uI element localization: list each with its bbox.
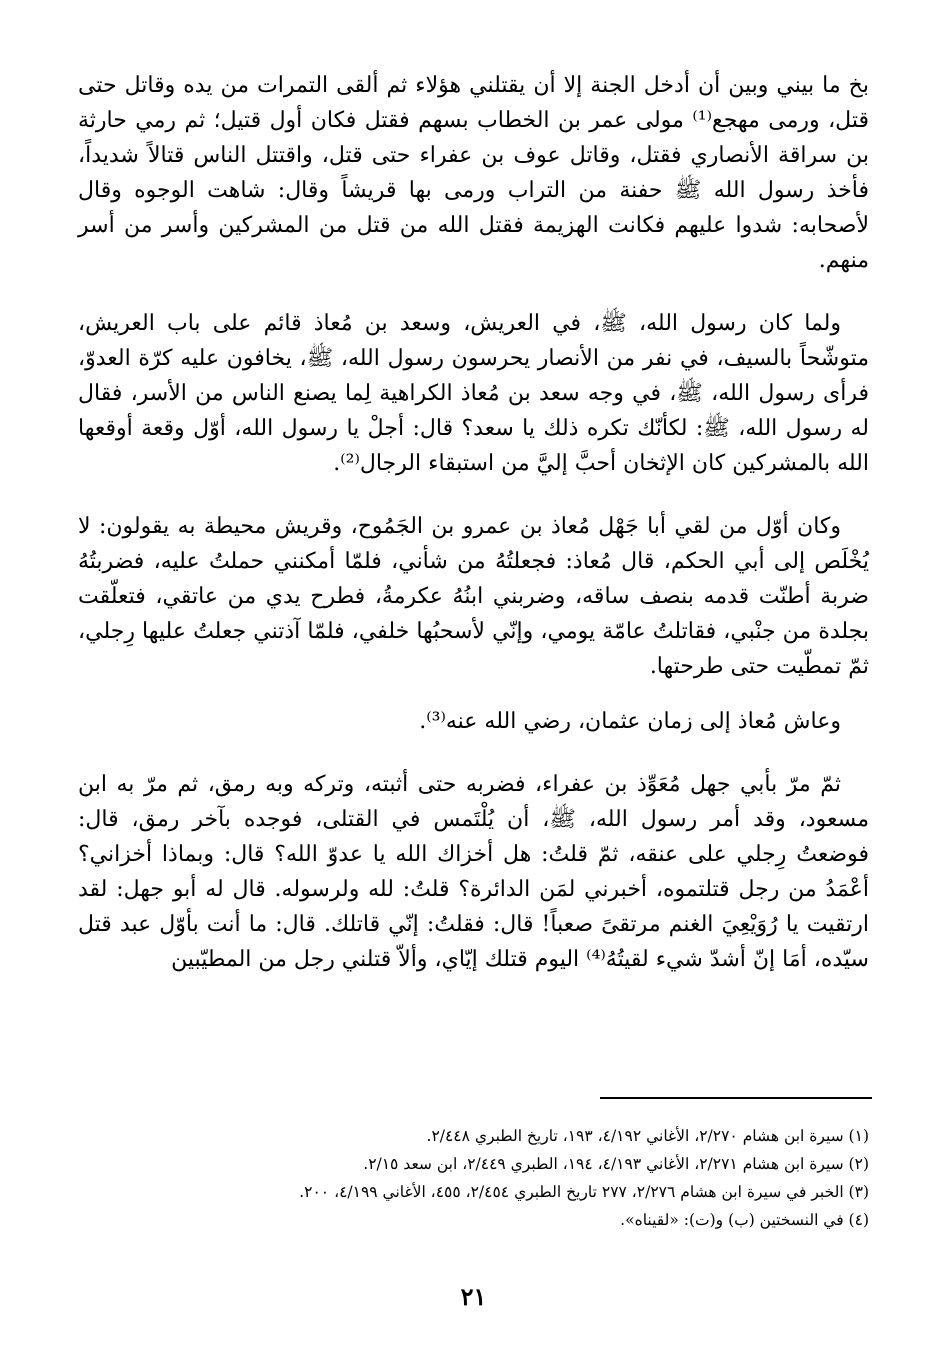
- paragraph-1: بخ ما بيني وبين أن أدخل الجنة إلا أن يقتلني هؤلاء ثم ألقى التمرات من يده وقاتل حتى قتل، ورمى مهجع⁽¹⁾ مولى عمر بن الخطاب بسهم فقتل فكان أول قتيل؛ ثم رمي حارثة بن سراقة الأنصاري فقتل، وقاتل عوف بن عفراء حتى قتل، واقتتل الناس قتالاً شديداً، فأخذ رسول الله ﷺ حفنة من التراب ورمى بها قريشاً وقال: شاهت الوجوه وقال لأصحابه: شدوا عليهم فكانت الهزيمة فقتل الله من قتل من المشركين وأسر من أسر منهم.: [78, 73, 870, 273]
- page-number: ٢١: [460, 1282, 487, 1311]
- footnote-4: (٤) في النسختين (ب) و(ت): «لقيناه».: [620, 1211, 869, 1229]
- footnote-1: (١) سيرة ابن هشام ٢/٢٧٠، الأغاني ٤/١٩٢، ١٩٣، تاريخ الطبري ٢/٤٤٨.: [426, 1127, 869, 1145]
- paragraph-2: ولما كان رسول الله، ﷺ، في العريش، وسعد بن مُعاذ قائم على باب العريش، متوشّحاً بالسيف، في نفر من الأنصار يحرسون رسول الله، ﷺ، يخافون عليه كرّة العدوّ، فرأى رسول الله، ﷺ، في وجه سعد بن مُعاذ الكراهية لِما يصنع الناس من الأسر، فقال له رسول الله، ﷺ: لكأنّك تكره ذلك يا سعد؟ قال: أجلْ يا رسول الله، أوّل وقعة أوقعها الله بالمشركين كان الإثخان أحبَّ إليَّ من استبقاء الرجال⁽²⁾.: [78, 311, 869, 476]
- footnote-2: (٢) سيرة ابن هشام ٢/٢٧١، الأغاني ٤/١٩٣، ١٩٤، الطبري ٢/٤٤٩، ابن سعد ٢/١٥.: [363, 1155, 869, 1173]
- footnote-divider: [600, 1097, 872, 1099]
- main-text: [78, 68, 869, 977]
- footnote-3: (٣) الخبر في سيرة ابن هشام ٢/٢٧٦، ٢٧٧ تاريخ الطبري ٢/٤٥٤، ٤٥٥، الأغاني ٤/١٩٩، ٢٠٠.: [299, 1183, 869, 1201]
- footnotes: [78, 1122, 869, 1234]
- paragraph-5: ثمّ مرّ بأبي جهل مُعَوِّذ بن عفراء، فضربه حتى أثبته، وتركه وبه رمق، ثم مرّ به ابن مسعود، وقد أمر رسول الله، ﷺ، أن يُلْتَمس في القتلى، فوجده بآخر رمق، قال: فوضعتُ رِجلي على عنقه، ثمّ قلتُ: هل أخزاك الله يا عدوّ الله؟ قال: وبماذا أخزاني؟ أعْمَدُ من رجل قتلتموه، أخبرني لمَن الدائرة؟ قلتُ: لله ولرسوله. قال له أبو جهل: لقد ارتقيت يا رُوَيْعِيَ الغنم مرتقىً صعباً! قال: فقلتُ: إنّي قاتلك. قال: ما أنت بأوّل عبد قتل سيّده، أمَا إنّ أشدّ شيء لقيتُهُ⁽⁴⁾ اليوم قتلك إيّاي، وألاّ قتلني رجل من المطيّبين: [78, 772, 869, 972]
- paragraph-3: وكان أوّل من لقي أبا جَهْل مُعاذ بن عمرو بن الجَمُوح، وقريش محيطة به يقولون: لا يُخْلَص إلى أبي الحكم، قال مُعاذ: فجعلتُهُ من شأني، فلمّا أمكنني حملتُ عليه، فضربتُهُ ضربة أطنّت قدمه بنصف ساقه، وضربني ابنُهُ عكرمةُ، فطرح يدي من عاتقي، فتعلّقت بجلدة من جنْبي، فقاتلتُ عامّة يومي، وإنّي لأسحبُها خلفي، فلمّا آذتني جعلتُ عليها رِجلي، ثمّ تمطّيت حتى طرحتها.: [78, 514, 869, 679]
- paragraph-4: وعاش مُعاذ إلى زمان عثمان، رضي الله عنه⁽³⁾.: [419, 709, 841, 734]
